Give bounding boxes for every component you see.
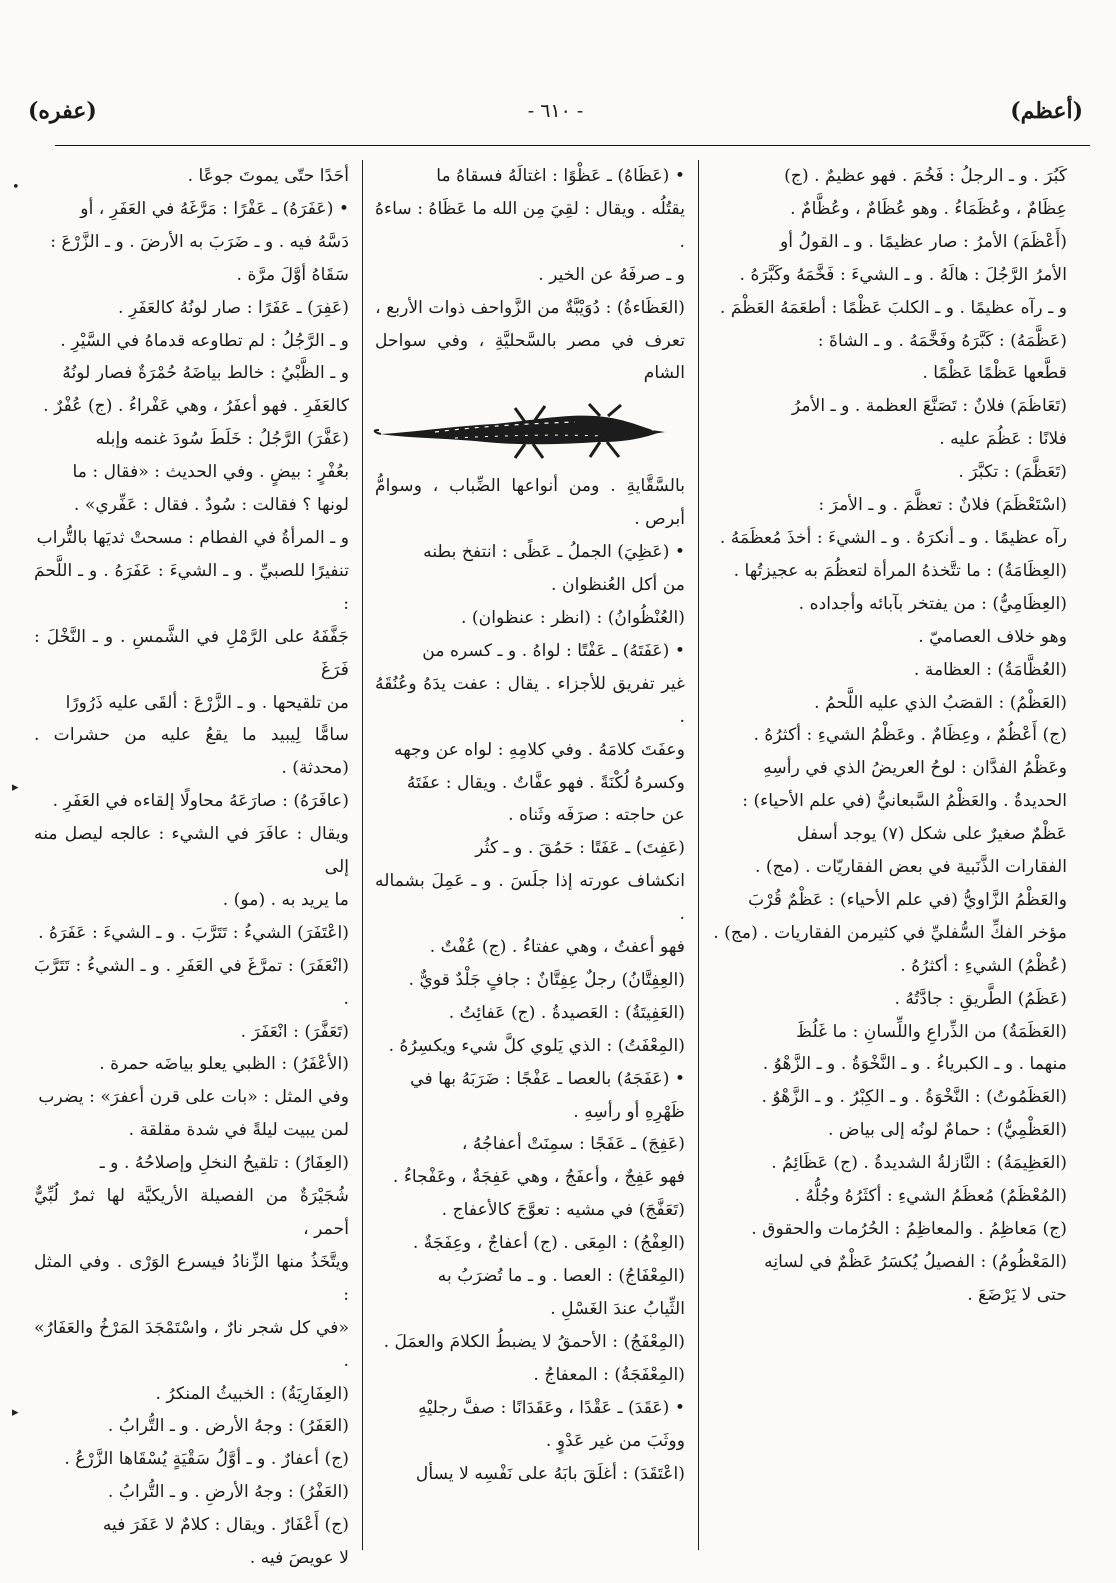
entry-line: (العَفْرُ) : وجهُ الأرضِ . و ـ التُّرابُ . [107, 1482, 349, 1503]
entry-line: تنفيرًا للصبيِّ . و ـ الشيءَ : عَفَرَهُ . و ـ اللَّحمَ : [34, 560, 349, 614]
entry-line: وكسرهُ لُكْنَةً . فهو عفَّاتٌ . ويقال : عفَتَهُ [406, 772, 685, 793]
entry-line: (ج) أعفارٌ . و ـ أوَّلُ سَقْيَةٍ يُسْقَاها الزَّرْعُ . [64, 1449, 349, 1470]
entry-line: (الأعْفَرُ) : الظبي يعلو بياضَه حمرة . [99, 1054, 349, 1075]
entry-line: • (عَفَرَهُ) ـ عَفْرًا : مَرَّغَهُ في العَفَرِ ، أو [80, 198, 349, 219]
entry-line: (المُعْظَمُ) مُعظَمُ الشيءِ : أكثَرُهُ وجُلُّهُ . [794, 1186, 1067, 1207]
entry-line: (المِعْفَتُ) : الذي يَلوي كلَّ شيء ويكسِرُهُ . [388, 1035, 685, 1056]
entry-line: كالعَفَرِ . فهو أعفَرُ ، وهي عَفْراءُ . (ج) عُفْرٌ . [43, 396, 349, 417]
entry-line: وعفَتَ كلامَهُ . وفي كلامِهِ : لواه عن وجهه [394, 739, 685, 760]
entry-line: منهما . و ـ الكبرياءُ . و ـ النَّخْوَةُ . و ـ الزَّهْوُ . [762, 1054, 1067, 1075]
entry-line: و ـ صرفَهُ عن الخير . [538, 264, 685, 285]
lizard-icon [375, 402, 675, 460]
entry-line: (عَفَّرَ) الرَّجُلُ : خَلَطَ سُودَ غنمه وإبله [95, 429, 349, 450]
entry-line: (عَفِتَ) ـ عَفَتًا : حَمُقَ . و ـ كثُر [475, 838, 685, 859]
entry-line: (العِفَارِيَةُ) : الخبيثُ المنكرُ . [155, 1383, 349, 1404]
entry-line: (ج) أَعْفَارٌ . ويقال : كلامٌ لا عَفَرَ فيه [102, 1515, 349, 1536]
entry-line: سامًّا لِيبيد ما يقعُ عليه من حشرات . (محدثة) . [34, 725, 349, 779]
entry-line: (عَظَّمَهُ) : كَبَّرَهُ وفَخَّمَهُ . و ـ الشاةَ : [817, 330, 1067, 351]
entry-line: (المِعْفَجُ) : الأحمقُ لا يضبطُ الكلامَ والعمَلَ . [383, 1331, 685, 1352]
entry-line: (العُنْظُوانُ) : (انظر : عنظوان) . [460, 607, 685, 628]
entry-line: شُجَيْرَةٌ من الفصيلة الأريكيَّة لها ثمرٌ لُبِّيٌّ أحمر ، [34, 1186, 349, 1239]
entry-line: (المَعْظُومُ) : الفصيلُ يُكسَرُ عَظْمٌ في لسانِه [764, 1251, 1067, 1272]
entry-line: عَظْمٌ صغيرٌ على شكل (٧) يوجد أسفل [796, 824, 1067, 845]
header-left-keyword: (عفره) [28, 98, 97, 124]
entry-line: قطَّعها عَظْمًا عَظْمًا . [922, 363, 1067, 384]
entry-line: (انْعَفَرَ) : تمرَّغَ في العَفَرِ . و ـ الشيءُ : تَتَرَّبَ . [34, 955, 349, 1009]
entry-line: (العِظَامِيُّ) : من يفتخر بآبائه وأجداده . [798, 593, 1067, 614]
entry-line: فهو أعفتُ ، وهي عفتاءُ . (ج) عُفْتٌ . [429, 937, 685, 958]
entry-line: (أَعْظَمَ) الأمرُ : صار عظيمًا . و ـ القولُ أو [779, 231, 1067, 252]
entry-line: والعَظْمُ الزَّاويُّ (في علم الأحياء) : عَظْمٌ قُرْبَ [748, 889, 1067, 910]
entry-line: (اعْتَفَرَ) الشيءُ : تَتَرَّبَ . و ـ الشيءَ : عَفَرَهُ . [38, 922, 349, 943]
entry-line: (ج) أَعْظُمٌ ، وعِظَامٌ . وعَظْمُ الشيءِ : أكثرُهُ . [753, 725, 1067, 746]
entry-line: «في كل شجر نارٌ ، واسْتَمْجَدَ المَرْخُ والعَفَارُ» . [34, 1317, 349, 1371]
entry-line: الحديدةُ . والعَظْمُ السَّبعانيُّ (في علم الأحياء) : [742, 791, 1067, 812]
entry-line: ووثَبَ من غير عَدْوٍ . [545, 1430, 685, 1451]
entry-line: (العَظْمُ) : القصَبُ الذي عليه اللَّحمُ . [814, 692, 1067, 713]
header-rule [55, 145, 1090, 146]
entry-line: مؤخر الفكِّ السُّفليِّ في كثيرمن الفقاريات . (مج) . [713, 922, 1067, 943]
entry-line: ما يريد به . (مو) . [222, 889, 349, 910]
entry-line: (العَظْمِيُّ) : حمامٌ لونُه إلى بياض . [828, 1120, 1067, 1141]
column-middle-bottom [375, 470, 685, 1490]
entry-line: • (عَفَجَهُ) بالعصا ـ عَفْجًا : ضَرَبَهُ بها في [410, 1068, 685, 1089]
entry-line: و ـ الظَّبْيُ : خالط بياضَهُ حُمْرَةٌ فصار لونُهُ [62, 363, 349, 384]
entry-line: (العِفَارُ) : تلقيحُ النخلِ وإصلاحُهُ . و ـ [99, 1153, 349, 1174]
entry-line: وعَظْمُ الفدَّان : لوحُ العريضُ الذي في رأسِهِ [763, 758, 1067, 779]
entry-line: ويتَّخَذُ منها الزِّنادُ فيسرع الوَرْى . وفي المثل : [34, 1251, 349, 1305]
margin-mark: ▸ [12, 1405, 19, 1420]
entry-line: • (عَقَدَ) ـ عَقْدًا ، وعَقَدَانًا : صفَّ رجليْهِ [418, 1397, 685, 1418]
column-divider-right [698, 160, 699, 1550]
entry-line: و ـ رآه عظيمًا . و ـ الكلبَ عَظْمًا : أطعَمَهُ العَظْمَ . [719, 297, 1067, 318]
entry-line: (العِظَامَةُ) : ما تتَّخذهُ المرأة لتعظُمَ به عجيزتُها . [733, 560, 1067, 581]
entry-line: و ـ الرَّجُلُ : لم تطاوعه قدماهُ في السَّيْرِ . [60, 330, 349, 351]
entry-line: بالسَّقَّايةِ . ومن أنواعها الضِّباب ، وسوامُّ أبرص . [375, 476, 685, 530]
entry-line: لونها ؟ فقالت : سُودٌ . فقال : عَفِّري» . [73, 495, 349, 516]
page-number: - ٦١٠ - [527, 100, 584, 122]
entry-line: (تَعَاظَمَ) فلانٌ : تَصَنَّعَ العظمة . و ـ الأمرُ [791, 396, 1067, 417]
entry-line: (عافَرَهُ) : صارَعَهُ محاولًا إلقاءه في العَفَرِ . [52, 791, 349, 812]
entry-line: ظَهْرِهِ أو رأسِهِ . [573, 1101, 685, 1122]
entry-line: و ـ المرأةُ في الفطام : مسحتْ ثديَها بالتُّراب [36, 527, 349, 548]
entry-line: (العَظِيمَةُ) : النَّازلةُ الشديدةُ . (ج) عَظَائِمُ . [771, 1153, 1067, 1174]
entry-line: • (عَظِيَ) الجملُ ـ عَظًى : انتفخ بطنه [423, 542, 685, 563]
entry-line: (عَفِرَ) ـ عَفَرًا : صار لونُهُ كالعَفَرِ . [118, 297, 349, 318]
entry-line: دَسَّهُ فيه . و ـ ضَرَبَ به الأرضَ . و ـ الزَّرْعَ : [50, 231, 349, 252]
margin-mark: • [12, 180, 20, 195]
page-header [28, 98, 1083, 132]
header-right-keyword: (أعظم) [1010, 98, 1083, 124]
entry-line: (العَظَمُوتُ) : النَّخْوَةُ . و ـ الكِبْرُ . و ـ الزَّهْوُ . [761, 1087, 1067, 1108]
entry-line: (العِفِتَّانُ) رجلٌ عِفِتَّانٌ : جافٍ جَلْدٌ قويٌّ . [408, 969, 685, 990]
entry-line: عِظَامٌ ، وعُظَمَاءُ . وهو عُظَامٌ ، وعُظَّامٌ . [790, 198, 1067, 219]
entry-line: (العَظَاءةُ) : دُوَيْبَّةٌ من الزَّواحف ذوات الأربع ، [375, 297, 685, 318]
entry-line: وفي المثل : «بات على قرن أعفرَ» : يضرب [38, 1087, 349, 1108]
entry-line: (المِعْفَاجُ) : العصا . و ـ ما تُضرَبُ به [437, 1266, 685, 1287]
entry-line: (تَعَفَّرَ) : انْعَفَرَ . [240, 1021, 349, 1042]
entry-line: كَبُرَ . و ـ الرجلُ : فَخُمَ . فهو عظيمٌ . (ج) [784, 166, 1067, 186]
entry-line: (عَفِجَ) ـ عَفَجًا : سمِنَتْ أعفاجُهُ ، [461, 1134, 685, 1155]
entry-line: فلانًا : عَظُمَ عليه . [939, 429, 1067, 450]
margin-mark: ▸ [12, 780, 19, 795]
entry-line: بعُفْرٍ : بيضٍ . وفي الحديث : «فقال : ما [72, 462, 349, 483]
entry-line: فهو عَفِجٌ ، وأعفَجُ ، وهي عَفِجَةٌ ، وعَفْجاءُ . [392, 1167, 685, 1188]
entry-line: انكشاف عورته إذا جلَسَ . و ـ عَمِلَ بشماله . [375, 871, 685, 925]
entry-line: سَقَاهُ أوَّلَ مرَّة . [236, 264, 349, 285]
entry-line: (تَعَفَّجَ) في مشيه : تعوَّجَ كالأعفاج . [441, 1200, 685, 1221]
entry-line: • (عَظَاهُ) ـ عَظْوًا : اغتالَهُ فسقاهُ ما [436, 166, 685, 186]
entry-line: (المِعْفَجَةُ) : المعفاجُ . [533, 1364, 685, 1385]
entry-line: • (عَفَتَهُ) ـ عَفْتًا : لواهُ . و ـ كسره من [422, 640, 685, 661]
column-right [712, 160, 1067, 1550]
entry-line: (اسْتَعْظَمَ) فلانٌ : تعظَّمَ . و ـ الأمرَ : [818, 495, 1067, 516]
entry-line: رآه عظيمًا . و ـ أنكرَهُ . و ـ الشيءَ : أخذَ مُعظَمَهُ . [719, 527, 1067, 548]
entry-line: الفقارات الذَّنَبية في بعض الفقاريّات . (مج) . [755, 857, 1067, 878]
entry-line: (عَظَمُ) الطَّريقِ : جادَّتُهُ . [894, 988, 1067, 1009]
entry-line: وهو خلاف العصاميّ . [918, 626, 1067, 647]
entry-line: (العِفْجُ) : المِعَى . (ج) أعفاجٌ ، وعِفَجَةٌ . [412, 1233, 685, 1254]
entry-line: غير تفريق للأجزاء . يقال : عفت يدَهُ وعُنُقَهُ . [375, 673, 685, 727]
column-middle-top [375, 160, 685, 390]
column-middle [375, 160, 685, 1550]
lizard-illustration [375, 402, 685, 460]
entry-line: من تلقيحها . و ـ الزَّرْعَ : ألقَى عليه ذَرُورًا [65, 692, 349, 713]
entry-line: (العَفَرُ) : وجهُ الأرض . و ـ التُّرابُ . [107, 1416, 349, 1437]
entry-line: (العَفِيتَةُ) : العَصيدةُ . (ج) عَفائِتُ . [448, 1002, 685, 1023]
entry-line: لمن يبيت ليلةً في شدة مقلقة . [128, 1120, 349, 1141]
entry-line: (عُظْمُ) الشيءِ : أكثرُهُ . [900, 955, 1067, 976]
entry-line: ويقال : عافَرَ في الشيء : عالجه ليصل منه إلى [34, 824, 349, 878]
column-divider-left [362, 160, 363, 1550]
entry-line: الثِّيابُ عندَ الغَسْلِ . [550, 1299, 685, 1319]
entry-line: (اعْتَقَدَ) : أغلَقَ بابَهُ على نَفْسِه لا يسأل [415, 1463, 685, 1484]
entry-line: (العُظَّامَةُ) : العظامة . [913, 659, 1067, 680]
entry-line: لا عويصَ فيه . [249, 1548, 349, 1569]
entry-line: (تَعَظَّمَ) : تكبَّرَ . [958, 462, 1067, 483]
entry-line: الأمرُ الرَّجُلَ : هالَهُ . و ـ الشيءَ : فَخَّمَهُ وكَبَّرَهُ . [739, 264, 1067, 285]
entry-line: (ج) مَعاظِمُ . والمعاظِمُ : الحُرُمات والحقوق . [751, 1219, 1067, 1239]
entry-line: أحَدًا حتّى يموتَ جوعًا . [187, 166, 349, 186]
entry-line: حتى لا يَرْضَعَ . [967, 1284, 1067, 1305]
entry-line: من أكل العُنظوان . [551, 575, 685, 596]
entry-line: عن حاجته : صرَفَه وثَناه . [508, 805, 685, 826]
entry-line: يقتُلُه . ويقال : لقِيَ مِن الله ما عَظَاهُ : ساءهُ . [375, 198, 685, 252]
entry-line: (العَظَمَةُ) من الذِّراعِ واللِّسانِ : ما غَلُظَ [796, 1021, 1067, 1042]
column-left [34, 160, 349, 1569]
entry-line: تعرف في مصر بالسَّحليَّةِ ، وفي سواحل الشام [375, 330, 685, 384]
entry-line: جَفَّفَهُ على الرَّمْلِ في الشَّمسِ . و ـ النَّخْلَ : فَرَغَ [34, 626, 349, 680]
